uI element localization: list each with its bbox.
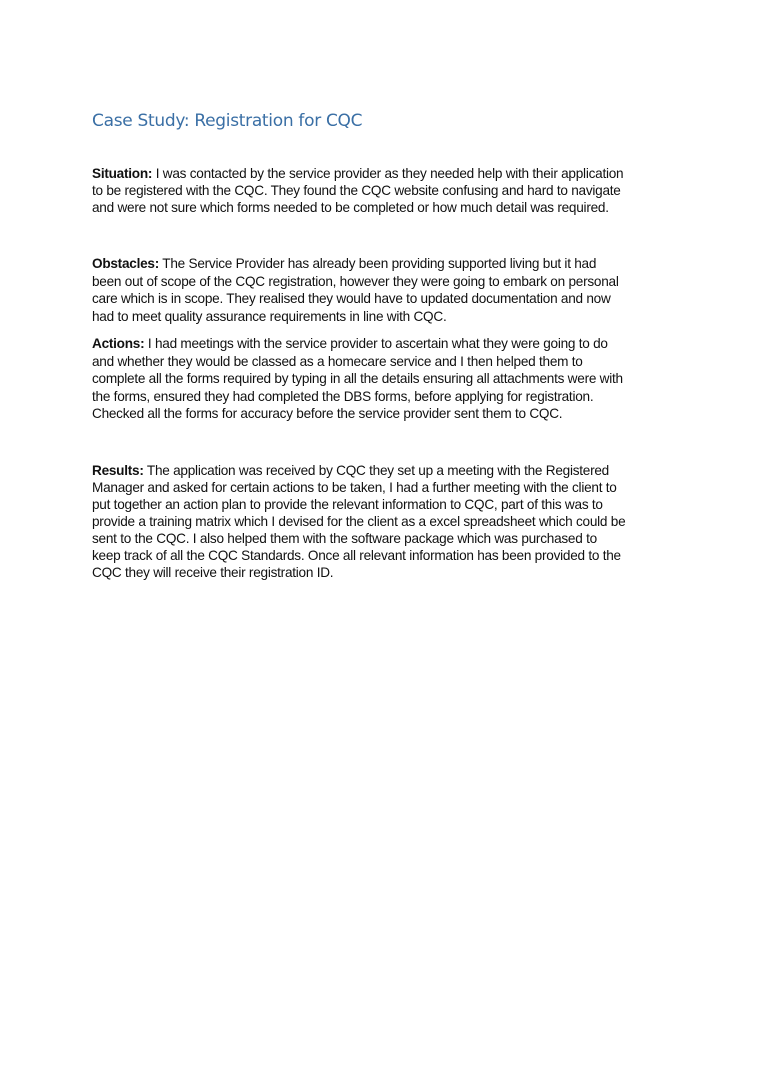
text-line: Manager and asked for certain actions to be taken, I had a further meeting with the client to	[92, 480, 617, 495]
text-line: complete all the forms required by typing in all the details ensuring all attachments were with	[92, 371, 623, 386]
text-line: the forms, ensured they had completed the DBS forms, before applying for registration.	[92, 388, 594, 404]
text-line: and whether they would be classed as a homecare service and I then helped them to	[92, 353, 583, 369]
actions-label: Actions:	[92, 336, 145, 351]
text-line: I was contacted by the service provider as they needed help with their application	[152, 166, 624, 181]
situation-label: Situation:	[92, 166, 153, 181]
text-line: to be registered with the CQC. They found the CQC website confusing and hard to navigate	[92, 183, 621, 198]
obstacles-label: Obstacles:	[92, 256, 160, 271]
obstacles-paragraph	[92, 255, 619, 325]
text-line: CQC they will receive their registration ID.	[92, 565, 334, 580]
text-line: sent to the CQC. I also helped them with the software package which was purchased to	[92, 531, 597, 546]
text-line: The application was received by CQC they set up a meeting with the Registered	[143, 463, 609, 478]
text-line: I had meetings with the service provider to ascertain what they were going to do	[144, 336, 608, 351]
situation-paragraph	[92, 165, 623, 216]
text-line: and were not sure which forms needed to be completed or how much detail was required.	[92, 200, 609, 215]
text-line: keep track of all the CQC Standards. Once all relevant information has been provided to the	[92, 548, 621, 563]
text-line: provide a training matrix which I devised for the client as a excel spreadsheet which could be	[92, 514, 626, 529]
text-line: The Service Provider has already been providing supported living but it had	[159, 256, 597, 271]
results-label: Results:	[92, 463, 144, 478]
text-line: put together an action plan to provide the relevant information to CQC, part of this was to	[92, 497, 603, 512]
text-line: Checked all the forms for accuracy before the service provider sent them to CQC.	[92, 406, 563, 421]
results-paragraph	[92, 462, 625, 581]
text-line: care which is in scope. They realised they would have to updated documentation and now	[92, 291, 611, 306]
page-title: Case Study: Registration for CQC	[92, 111, 363, 131]
actions-paragraph	[92, 335, 623, 423]
text-line: been out of scope of the CQC registration, however they were going to embark on personal	[92, 273, 619, 289]
text-line: had to meet quality assurance requirements in line with CQC.	[92, 308, 447, 324]
